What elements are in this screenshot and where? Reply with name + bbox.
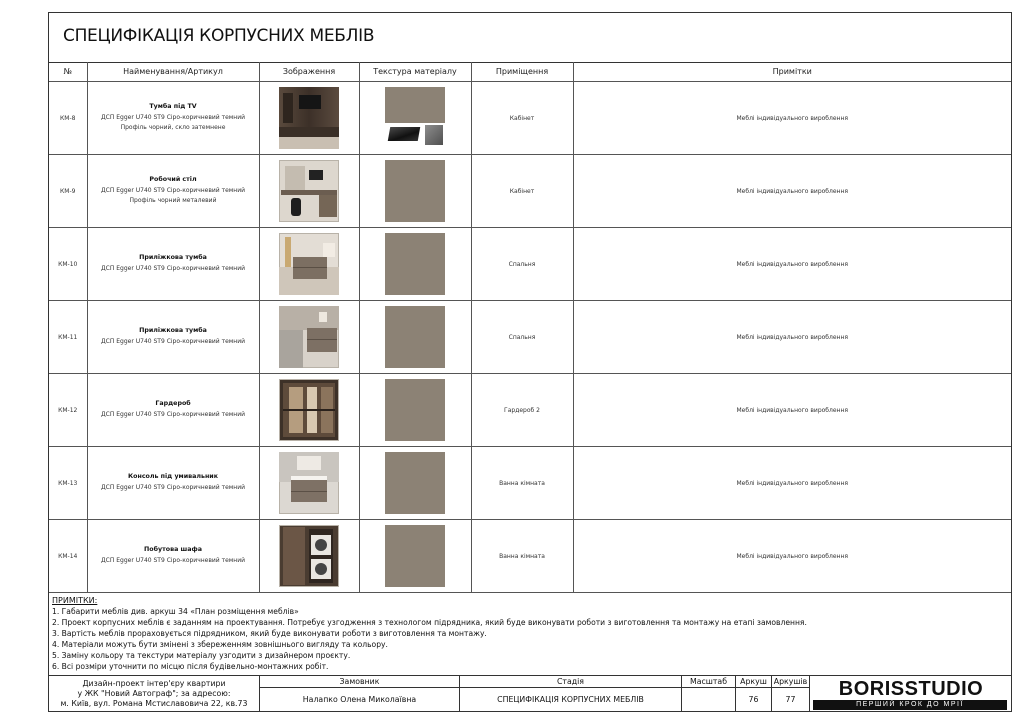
grey-brown-texture: [385, 160, 445, 222]
note-item: 1. Габарити меблів див. аркуш 34 «План розміщення меблів»: [52, 607, 299, 616]
row-name-cell: [87, 155, 259, 228]
row-name-cell: [87, 520, 259, 593]
project-line: Дизайн-проект інтер'єру квартири: [82, 679, 226, 688]
table-row: [49, 301, 1011, 374]
notes-section: [49, 593, 1011, 673]
sheets-label: Аркушів: [771, 676, 809, 688]
row-image-cell: [259, 155, 359, 228]
row-room: Кабінет: [471, 82, 573, 155]
row-texture-cell: [359, 520, 471, 593]
row-note: Меблі індивідуального вироблення: [573, 82, 1011, 155]
sheet-label: Аркуш: [735, 676, 771, 688]
row-name: Консоль під умивальник: [128, 473, 218, 480]
row-name-cell: [87, 374, 259, 447]
project-line: м. Київ, вул. Романа Мстиславовича 22, кв.73: [60, 699, 248, 708]
black-profile-icon: [388, 127, 420, 141]
nightstand-photo: [279, 233, 339, 295]
row-texture-cell: [359, 228, 471, 301]
row-texture-cell: [359, 447, 471, 520]
notes-title: ПРИМІТКИ:: [52, 596, 98, 605]
title-bar: [49, 13, 1011, 63]
row-desc: ДСП Egger U740 ST9 Сіро-коричневий темний: [100, 187, 246, 194]
page-title: СПЕЦИФІКАЦІЯ КОРПУСНИХ МЕБЛІВ: [63, 26, 375, 46]
row-image-cell: [259, 447, 359, 520]
row-note: Меблі індивідуального вироблення: [573, 155, 1011, 228]
nightstand-photo-2: [279, 306, 339, 368]
tv-unit-photo: [279, 87, 339, 149]
note-item: 6. Всі розміри уточнити по місцю після будівельно-монтажних робіт.: [52, 662, 329, 671]
col-header-room: Приміщення: [471, 62, 573, 82]
row-name: Приліжкова тумба: [139, 254, 207, 261]
row-desc: ДСП Egger U740 ST9 Сіро-коричневий темний: [100, 265, 246, 272]
row-room: Гардероб 2: [471, 374, 573, 447]
col-header-number: №: [49, 62, 87, 82]
sheet-value: 76: [735, 688, 771, 712]
desk-photo: [279, 160, 339, 222]
row-code: КМ-11: [49, 301, 87, 374]
note-item: 2. Проект корпусних меблів є заданням на проектування. Потребує узгодження з технологом підрядника, який буде виконувати роботи з виготовлення та монтажу на етапі замовлення.: [52, 618, 807, 627]
row-room: Ванна кімната: [471, 447, 573, 520]
row-room: Спальня: [471, 228, 573, 301]
row-name: Приліжкова тумба: [139, 327, 207, 334]
row-image-cell: [259, 520, 359, 593]
row-room: Кабінет: [471, 155, 573, 228]
project-info: [49, 676, 259, 712]
row-name: Тумба під TV: [149, 103, 197, 110]
row-desc: ДСП Egger U740 ST9 Сіро-коричневий темний: [100, 411, 246, 418]
row-name-cell: [87, 301, 259, 374]
grey-brown-texture: [385, 379, 445, 441]
client-value: Налапко Олена Миколаївна: [259, 688, 459, 712]
vanity-photo: [279, 452, 339, 514]
brand-name: BORISSTUDIO: [838, 678, 984, 700]
row-desc: ДСП Egger U740 ST9 Сіро-коричневий темний: [100, 557, 246, 564]
note-item: 3. Вартість меблів прораховується підрядником, який буде виконувати роботи з виготовлення та монтажу.: [52, 629, 487, 638]
row-note: Меблі індивідуального вироблення: [573, 374, 1011, 447]
row-texture-cell: [359, 301, 471, 374]
row-name: Побутова шафа: [144, 546, 202, 553]
table-row: [49, 374, 1011, 447]
grey-brown-texture: [385, 87, 445, 149]
title-block: [49, 675, 1011, 712]
sheets-value: 77: [771, 688, 809, 712]
row-desc: Профіль чорний металевий: [129, 197, 217, 204]
row-room: Ванна кімната: [471, 520, 573, 593]
row-image-cell: [259, 228, 359, 301]
row-texture-cell: [359, 374, 471, 447]
row-image-cell: [259, 301, 359, 374]
row-code: КМ-10: [49, 228, 87, 301]
profile-samples: [385, 123, 445, 149]
col-header-texture: Текстура матеріалу: [359, 62, 471, 82]
row-room: Спальня: [471, 301, 573, 374]
table-header-row: [49, 62, 1011, 82]
grey-brown-texture: [385, 452, 445, 514]
stage-label: Стадія: [459, 676, 681, 688]
row-code: КМ-8: [49, 82, 87, 155]
table-row: [49, 82, 1011, 155]
col-header-notes: Примітки: [573, 62, 1011, 82]
spec-table: [49, 62, 1011, 593]
col-header-image: Зображення: [259, 62, 359, 82]
grey-brown-texture: [385, 306, 445, 368]
row-name-cell: [87, 228, 259, 301]
drawing-sheet: [48, 12, 1012, 712]
row-code: КМ-12: [49, 374, 87, 447]
grey-brown-texture: [385, 525, 445, 587]
note-item: 4. Матеріали можуть бути змінені з збереженням зовнішнього вигляду та кольору.: [52, 640, 388, 649]
row-desc: ДСП Egger U740 ST9 Сіро-коричневий темний: [100, 484, 246, 491]
row-note: Меблі індивідуального вироблення: [573, 301, 1011, 374]
note-item: 5. Заміну кольору та текстури матеріалу узгодити з дизайнером проєкту.: [52, 651, 351, 660]
row-code: КМ-14: [49, 520, 87, 593]
row-name: Гардероб: [155, 400, 191, 407]
stage-value: СПЕЦИФІКАЦІЯ КОРПУСНИХ МЕБЛІВ: [459, 688, 681, 712]
scale-value: [681, 688, 735, 712]
table-row: [49, 155, 1011, 228]
row-desc: ДСП Egger U740 ST9 Сіро-коричневий темний: [100, 338, 246, 345]
row-name-cell: [87, 447, 259, 520]
laundry-cabinet-photo: [279, 525, 339, 587]
wardrobe-photo: [279, 379, 339, 441]
row-texture-cell: [359, 82, 471, 155]
row-name-cell: [87, 82, 259, 155]
row-note: Меблі індивідуального вироблення: [573, 447, 1011, 520]
project-line: у ЖК "Новий Автограф"; за адресою:: [77, 689, 231, 698]
client-label: Замовник: [259, 676, 459, 688]
scale-label: Масштаб: [681, 676, 735, 688]
row-note: Меблі індивідуального вироблення: [573, 228, 1011, 301]
row-image-cell: [259, 82, 359, 155]
table-row: [49, 447, 1011, 520]
table-row: [49, 228, 1011, 301]
row-desc: ДСП Egger U740 ST9 Сіро-коричневий темний: [100, 114, 246, 121]
row-desc: Профіль чорний, скло затемнене: [120, 124, 226, 131]
table-row: [49, 520, 1011, 593]
studio-logo: [809, 676, 1011, 712]
row-code: КМ-13: [49, 447, 87, 520]
row-note: Меблі індивідуального вироблення: [573, 520, 1011, 593]
tinted-glass-icon: [425, 125, 443, 145]
row-texture-cell: [359, 155, 471, 228]
col-header-name: Найменування/Артикул: [87, 62, 259, 82]
row-image-cell: [259, 374, 359, 447]
grey-brown-texture: [385, 233, 445, 295]
brand-tagline: ПЕРШИЙ КРОК ДО МРІЇ: [813, 700, 1007, 710]
row-code: КМ-9: [49, 155, 87, 228]
row-name: Робочий стіл: [149, 176, 197, 183]
